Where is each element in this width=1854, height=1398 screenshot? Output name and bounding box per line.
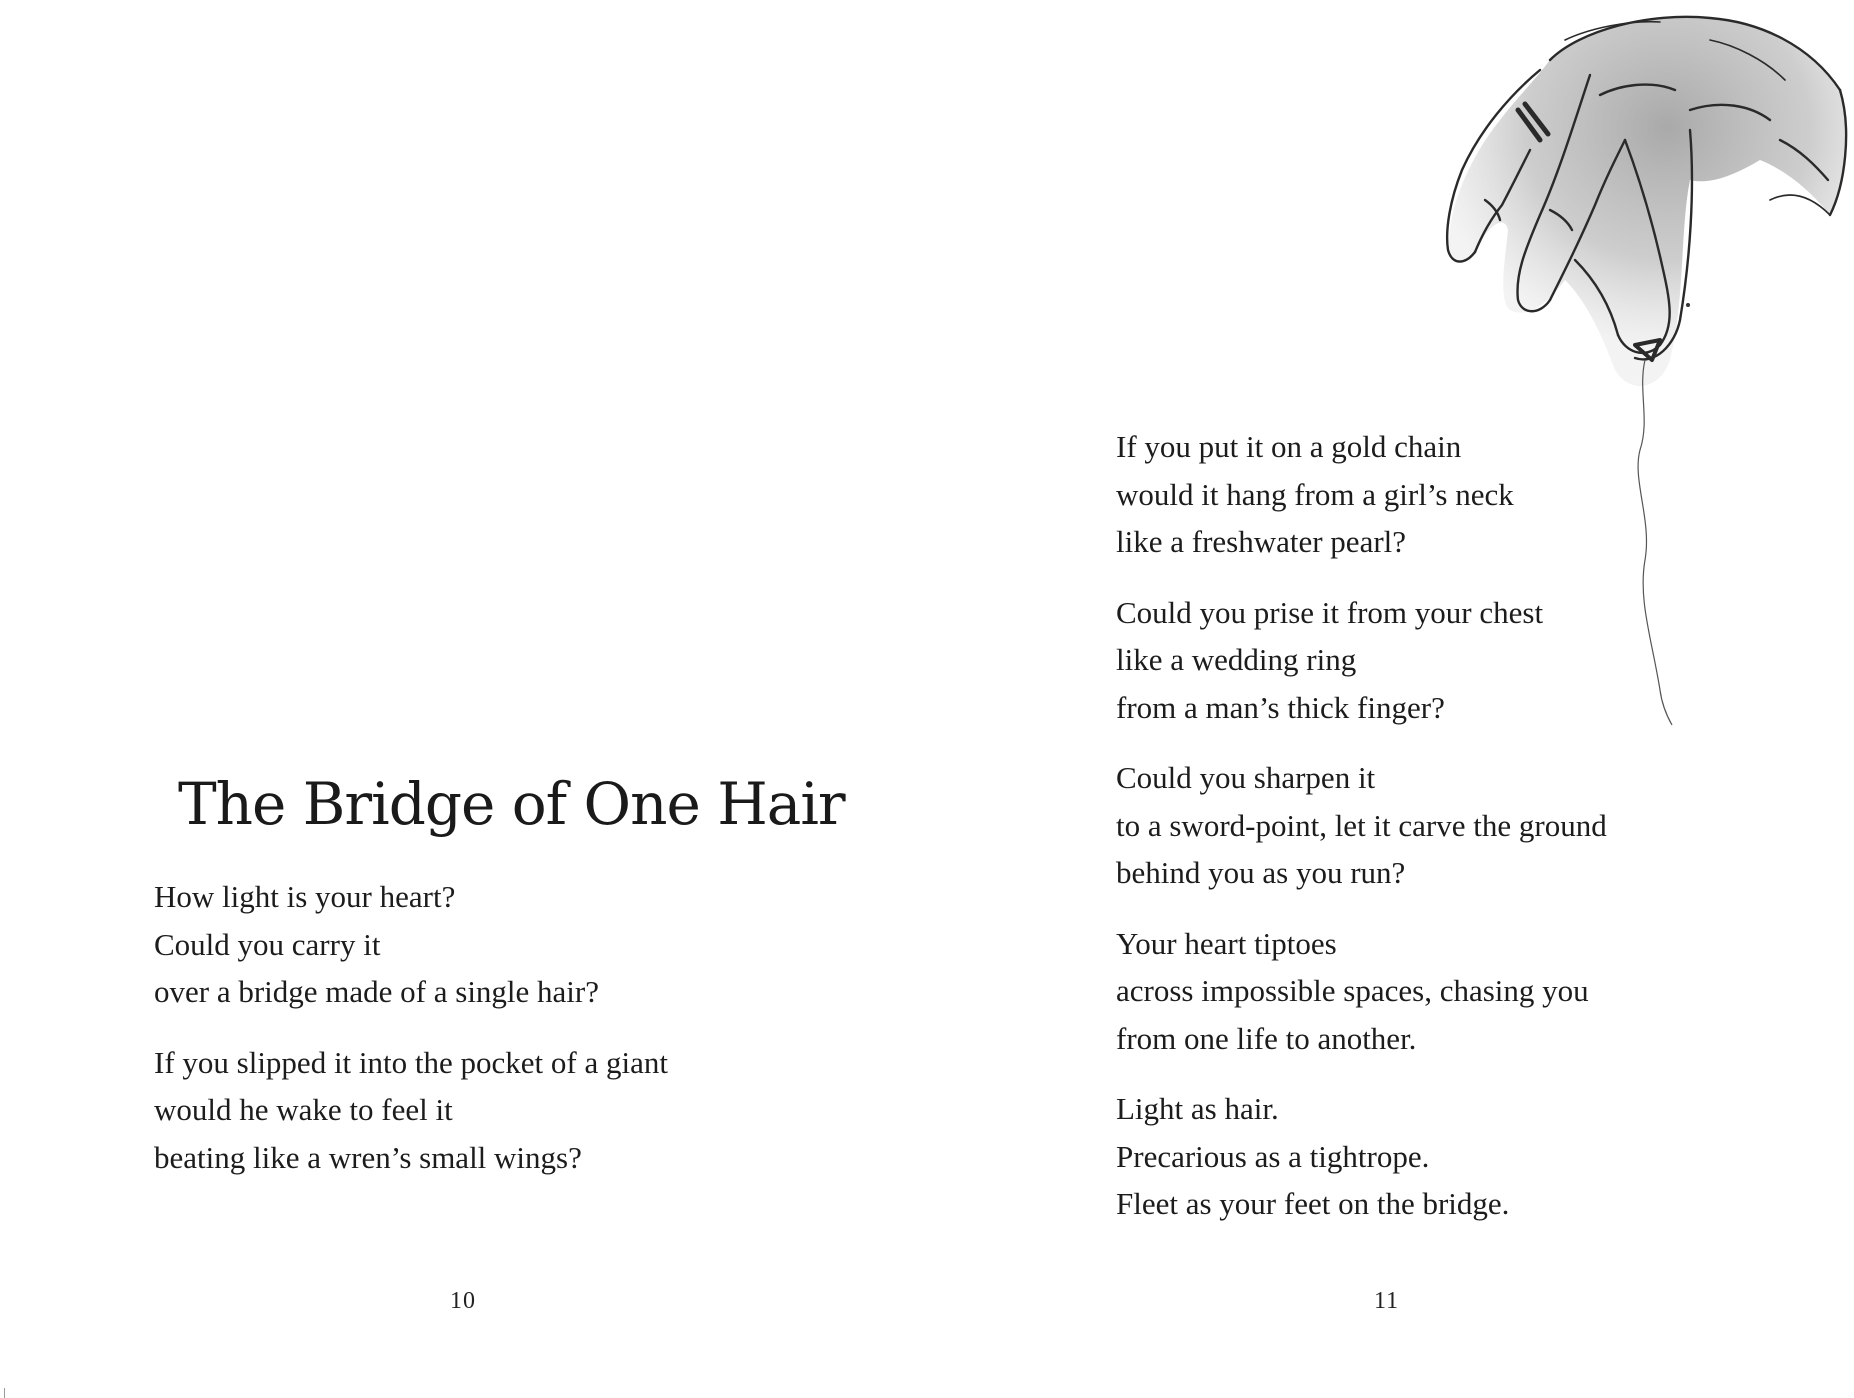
poem-title: The Bridge of One Hair (178, 770, 845, 838)
poem-line: from a man’s thick finger? (1116, 689, 1445, 725)
poem-line: beating like a wren’s small wings? (154, 1139, 582, 1175)
poem-line: across impossible spaces, chasing you (1116, 973, 1589, 1008)
poem-line: Your heart tiptoes (1116, 925, 1337, 961)
hand-holding-hair-illustration (1390, 0, 1854, 740)
poem-line: Precarious as a tightrope. (1116, 1138, 1430, 1174)
poem-line: behind you as you run? (1116, 855, 1406, 890)
stanza (1116, 754, 1607, 897)
poem-line: Could you prise it from your chest (1116, 594, 1544, 630)
left-poem-body (154, 873, 668, 1204)
poem-line: would he wake to feel it (154, 1092, 453, 1127)
poem-line: to a sword-point, let it carve the ground (1116, 807, 1607, 843)
poem-line: like a wedding ring (1116, 642, 1357, 677)
page-number-right: 11 (1374, 1288, 1400, 1314)
page-number-left: 10 (450, 1288, 476, 1314)
poem-line: If you put it on a gold chain (1116, 429, 1462, 464)
stanza (154, 873, 668, 1016)
poem-line: How light is your heart? (154, 879, 456, 914)
stanza (1116, 920, 1607, 1063)
stanza (154, 1039, 668, 1182)
stanza (1116, 1085, 1607, 1228)
poem-line: Light as hair. (1116, 1091, 1279, 1126)
poem-line: Could you carry it (154, 926, 381, 962)
poem-line: Could you sharpen it (1116, 760, 1376, 795)
poem-line: like a freshwater pearl? (1116, 524, 1407, 559)
poem-line: If you slipped it into the pocket of a giant (154, 1044, 668, 1080)
poem-line: Fleet as your feet on the bridge. (1116, 1186, 1510, 1221)
poem-line: would it hang from a girl’s neck (1116, 476, 1514, 512)
poem-line: from one life to another. (1116, 1020, 1417, 1056)
poem-line: over a bridge made of a single hair? (154, 974, 600, 1009)
crop-mark (4, 1388, 5, 1398)
